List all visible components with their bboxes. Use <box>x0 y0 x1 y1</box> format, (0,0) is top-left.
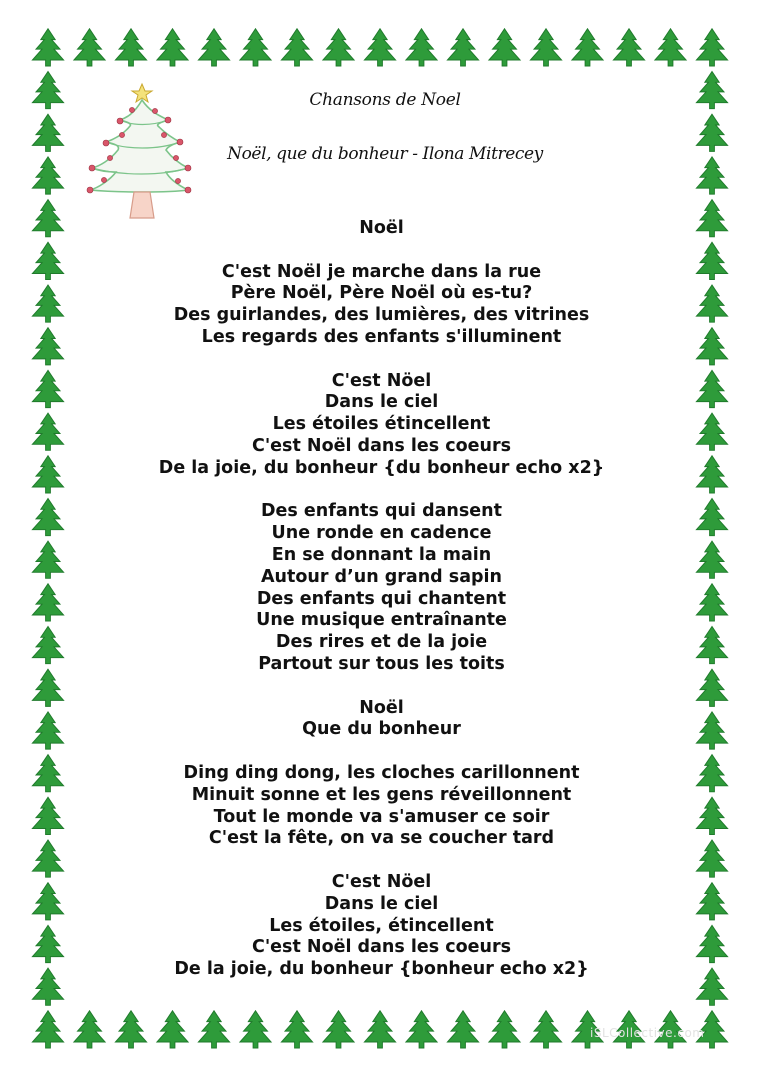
fir-tree-icon <box>281 1011 312 1048</box>
fir-tree-icon <box>696 200 727 237</box>
fir-tree-icon <box>364 29 395 66</box>
fir-tree-icon <box>406 29 437 66</box>
lyric-line: Partout sur tous les toits <box>258 653 505 674</box>
fir-tree-icon <box>240 29 271 66</box>
fir-tree-icon <box>696 797 727 834</box>
fir-tree-icon <box>32 755 63 792</box>
fir-tree-icon <box>32 370 63 407</box>
fir-tree-icon <box>530 29 561 66</box>
fir-tree-icon <box>655 29 686 66</box>
fir-tree-icon <box>32 968 63 1005</box>
lyric-line: C'est la fête, on va se coucher tard <box>208 828 555 849</box>
fir-tree-icon <box>32 669 63 706</box>
song-title: Chansons de Noel <box>309 90 461 110</box>
lyric-line: Dans le ciel <box>324 392 439 413</box>
fir-tree-icon <box>115 1011 146 1048</box>
fir-tree-icon <box>696 883 727 920</box>
lyrics-stanza <box>100 763 663 850</box>
fir-tree-icon <box>74 29 105 66</box>
lyric-line: Une ronde en cadence <box>271 523 492 544</box>
fir-tree-icon <box>32 541 63 578</box>
fir-tree-icon <box>32 328 63 365</box>
lyric-line: Les étoiles étincellent <box>272 414 491 435</box>
lyric-line: C'est Nöel <box>331 871 432 892</box>
fir-tree-icon <box>696 584 727 621</box>
fir-tree-icon <box>115 29 146 66</box>
lyric-line: Autour d’un grand sapin <box>260 566 502 587</box>
fir-tree-icon <box>696 968 727 1005</box>
stanza-gap <box>100 850 663 872</box>
fir-tree-icon <box>696 499 727 536</box>
fir-tree-icon <box>696 712 727 749</box>
fir-tree-icon <box>696 456 727 493</box>
lyric-line: Les regards des enfants s'illuminent <box>201 326 562 347</box>
fir-tree-icon <box>32 883 63 920</box>
fir-tree-icon <box>240 1011 271 1048</box>
lyrics-stanza <box>100 872 663 981</box>
lyric-line: Que du bonheur <box>302 719 461 740</box>
lyrics-stanza <box>100 371 663 480</box>
stanza-gap <box>100 480 663 502</box>
fir-tree-icon <box>613 29 644 66</box>
fir-tree-icon <box>32 285 63 322</box>
fir-tree-icon <box>198 29 229 66</box>
fir-tree-icon <box>323 29 354 66</box>
fir-tree-icon <box>32 413 63 450</box>
lyric-line: Noël <box>359 697 404 718</box>
fir-tree-icon <box>696 29 727 66</box>
fir-tree-icon <box>323 1011 354 1048</box>
fir-tree-icon <box>696 541 727 578</box>
lyric-line: C'est Nöel <box>331 370 432 391</box>
fir-tree-icon <box>696 755 727 792</box>
lyric-line: Minuit sonne et les gens réveillonnent <box>191 784 572 805</box>
watermark: iSLCollective.com <box>590 1026 705 1040</box>
fir-tree-icon <box>32 1011 63 1048</box>
fir-tree-icon <box>447 1011 478 1048</box>
fir-tree-icon <box>32 157 63 194</box>
lyric-line: C'est Noël dans les coeurs <box>251 435 512 456</box>
fir-tree-icon <box>32 584 63 621</box>
lyrics-body <box>100 218 663 981</box>
lyric-line: Tout le monde va s'amuser ce soir <box>213 806 550 827</box>
fir-tree-icon <box>74 1011 105 1048</box>
fir-tree-icon <box>696 925 727 962</box>
lyric-line: Des rires et de la joie <box>275 632 488 653</box>
lyric-line: Les étoiles, étincellent <box>269 915 494 936</box>
fir-tree-icon <box>32 456 63 493</box>
fir-tree-icon <box>32 242 63 279</box>
lyric-line: Des enfants qui chantent <box>256 588 507 609</box>
lyrics-stanza <box>100 218 663 240</box>
fir-tree-icon <box>32 499 63 536</box>
fir-tree-icon <box>157 1011 188 1048</box>
lyric-line: De la joie, du bonheur {bonheur echo x2} <box>174 959 589 980</box>
song-subtitle: Noël, que du bonheur - Ilona Mitrecey <box>227 144 543 164</box>
fir-tree-icon <box>696 328 727 365</box>
lyrics-stanza <box>100 698 663 742</box>
lyric-line: C'est Noël dans les coeurs <box>251 937 512 958</box>
fir-tree-icon <box>447 29 478 66</box>
lyric-line: En se donnant la main <box>271 544 492 565</box>
fir-tree-icon <box>198 1011 229 1048</box>
fir-tree-icon <box>281 29 312 66</box>
lyric-line: Père Noël, Père Noël où es-tu? <box>230 283 533 304</box>
fir-tree-icon <box>696 72 727 109</box>
fir-tree-icon <box>364 1011 395 1048</box>
lyric-line: Des guirlandes, des lumières, des vitrines <box>173 305 590 326</box>
fir-tree-icon <box>696 840 727 877</box>
lyric-line: Des enfants qui dansent <box>261 501 502 522</box>
fir-tree-icon <box>696 669 727 706</box>
fir-tree-icon <box>489 1011 520 1048</box>
lyric-line: C'est Noël je marche dans la rue <box>221 261 542 282</box>
lyrics-stanza <box>100 262 663 349</box>
fir-tree-icon <box>489 29 520 66</box>
stanza-gap <box>100 676 663 698</box>
fir-tree-icon <box>696 370 727 407</box>
fir-tree-icon <box>32 29 63 66</box>
fir-tree-icon <box>696 114 727 151</box>
fir-tree-icon <box>32 797 63 834</box>
fir-tree-icon <box>696 627 727 664</box>
fir-tree-icon <box>32 712 63 749</box>
fir-tree-icon <box>696 285 727 322</box>
lyric-line: Noël <box>359 218 404 238</box>
stanza-gap <box>100 240 663 262</box>
fir-tree-icon <box>572 29 603 66</box>
lyric-line: De la joie, du bonheur {du bonheur echo x2} <box>158 457 605 478</box>
lyrics-stanza <box>100 501 663 675</box>
stanza-gap <box>100 349 663 371</box>
fir-tree-icon <box>32 627 63 664</box>
fir-tree-icon <box>696 242 727 279</box>
fir-tree-icon <box>157 29 188 66</box>
fir-tree-icon <box>32 200 63 237</box>
lyric-line: Ding ding dong, les cloches carillonnent <box>183 762 580 783</box>
fir-tree-icon <box>530 1011 561 1048</box>
fir-tree-icon <box>696 413 727 450</box>
fir-tree-icon <box>32 840 63 877</box>
fir-tree-icon <box>32 925 63 962</box>
stanza-gap <box>100 741 663 763</box>
fir-tree-icon <box>32 72 63 109</box>
fir-tree-icon <box>32 114 63 151</box>
fir-tree-icon <box>406 1011 437 1048</box>
fir-tree-icon <box>696 157 727 194</box>
lyric-line: Une musique entraînante <box>256 610 507 631</box>
lyric-line: Dans le ciel <box>324 893 439 914</box>
